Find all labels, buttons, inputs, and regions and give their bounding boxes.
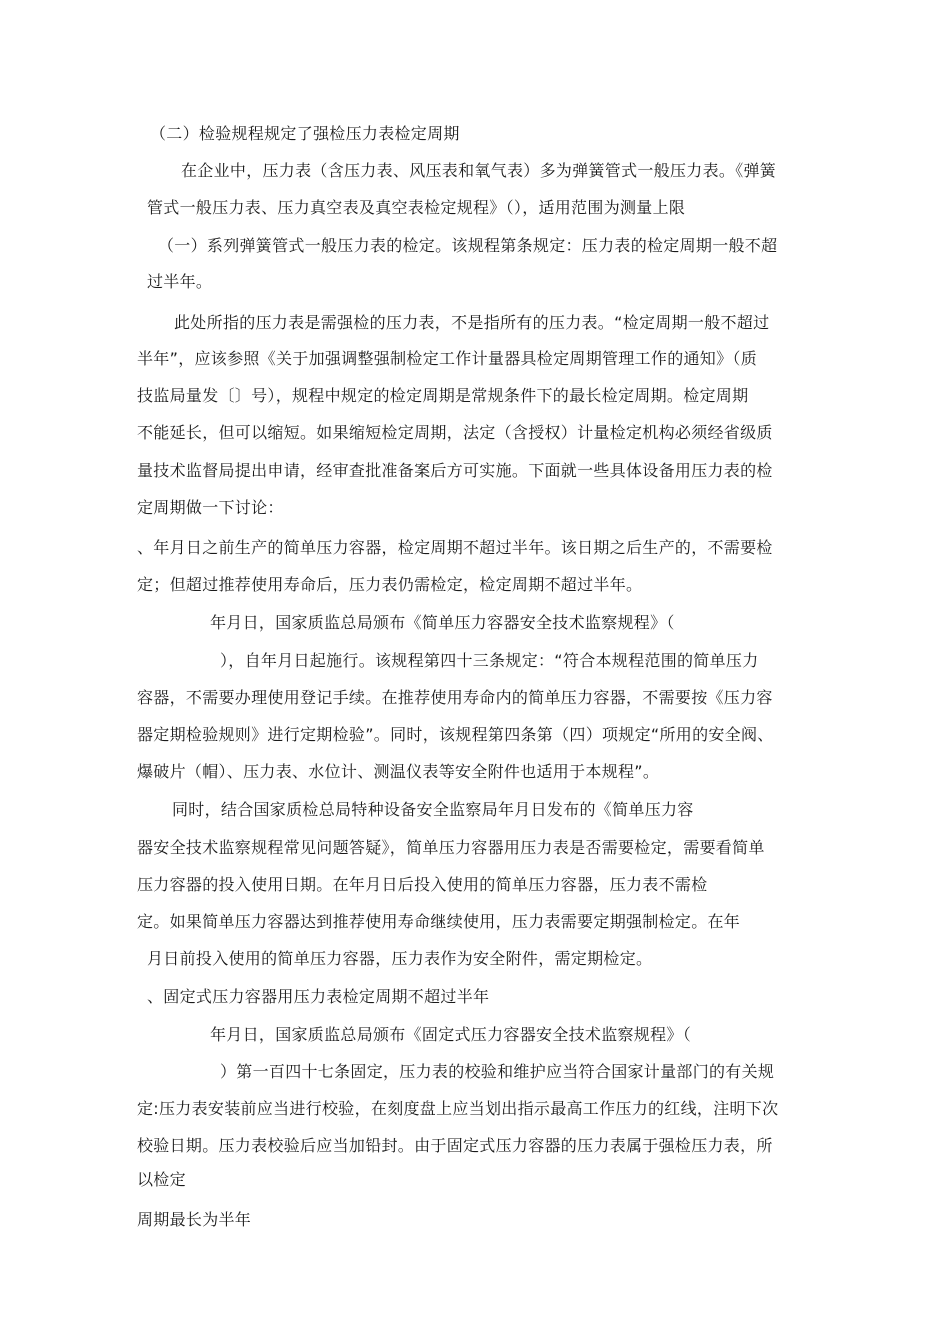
paragraph-line: 周期最长为半年 — [137, 1210, 252, 1229]
paragraph-line: 年月日，国家质监总局颁布《固定式压力容器安全技术监察规程》（ — [210, 1025, 692, 1044]
paragraph-line: 定；但超过推荐使用寿命后，压力表仍需检定，检定周期不超过半年。 — [137, 575, 643, 594]
paragraph-line: 器定期检验规则》进行定期检验”。同时，该规程第四条第（四）项规定“所用的安全阀、 — [137, 725, 774, 744]
section-heading: 、固定式压力容器用压力表检定周期不超过半年 — [147, 987, 490, 1006]
paragraph-line: 半年”，应该参照《关于加强调整强制检定工作计量器具检定周期管理工作的通知》（质 — [137, 349, 757, 368]
paragraph-line: 定周期做一下讨论： — [137, 498, 284, 517]
paragraph-line: 年月日，国家质监总局颁布《简单压力容器安全技术监察规程》（ — [210, 613, 675, 632]
paragraph-line: 不能延长，但可以缩短。如果缩短检定周期，法定（含授权）计量检定机构必须经省级质 — [137, 423, 773, 442]
paragraph-line: 量技术监督局提出申请，经审查批准备案后方可实施。下面就一些具体设备用压力表的检 — [137, 461, 773, 480]
paragraph-line: 器安全技术监察规程常见问题答疑》，简单压力容器用压力表是否需要检定，需要看简单 — [137, 838, 765, 857]
paragraph-line: 技监局量发〔〕号），规程中规定的检定周期是常规条件下的最长检定周期。检定周期 — [137, 386, 749, 405]
paragraph-line: 在企业中，压力表（含压力表、风压表和氧气表）多为弹簧管式一般压力表。《弹簧 — [181, 161, 777, 180]
section-heading: （二）检验规程规定了强检压力表检定周期 — [150, 124, 460, 143]
paragraph-line: （一）系列弹簧管式一般压力表的检定。该规程第条规定：压力表的检定周期一般不超 — [158, 236, 778, 255]
paragraph-line: 月日前投入使用的简单压力容器，压力表作为安全附件，需定期检定。 — [147, 949, 653, 968]
paragraph-line: ）第一百四十七条固定，压力表的校验和维护应当符合国家计量部门的有关规 — [220, 1062, 775, 1081]
paragraph-line: 同时，结合国家质检总局特种设备安全监察局年月日发布的《简单压力容 — [172, 800, 694, 819]
paragraph-line: 容器，不需要办理使用登记手续。在推荐使用寿命内的简单压力容器，不需要按《压力容 — [137, 688, 773, 707]
paragraph-line: 管式一般压力表、压力真空表及真空表检定规程》（），适用范围为测量上限 — [147, 198, 686, 217]
paragraph-line: 校验日期。压力表校验后应当加铅封。由于固定式压力容器的压力表属于强检压力表，所 — [137, 1136, 773, 1155]
paragraph-line: 压力容器的投入使用日期。在年月日后投入使用的简单压力容器，压力表不需检 — [137, 875, 708, 894]
paragraph-line: 、年月日之前生产的简单压力容器，检定周期不超过半年。该日期之后生产的，不需要检 — [137, 538, 773, 557]
paragraph-line: 爆破片（帽）、压力表、水位计、测温仪表等安全附件也适用于本规程”。 — [137, 762, 660, 781]
paragraph-line: ），自年月日起施行。该规程第四十三条规定：“符合本规程范围的简单压力 — [220, 651, 759, 670]
paragraph-line: 过半年。 — [147, 272, 213, 291]
paragraph-line: 以检定 — [137, 1170, 186, 1189]
paragraph-line: 此处所指的压力表是需强检的压力表，不是指所有的压力表。“检定周期一般不超过 — [174, 313, 770, 332]
paragraph-line: 定。如果简单压力容器达到推荐使用寿命继续使用，压力表需要定期强制检定。在年 — [137, 912, 741, 931]
paragraph-line: 定:压力表安装前应当进行校验，在刻度盘上应当划出指示最高工作压力的红线，注明下次 — [137, 1099, 779, 1118]
